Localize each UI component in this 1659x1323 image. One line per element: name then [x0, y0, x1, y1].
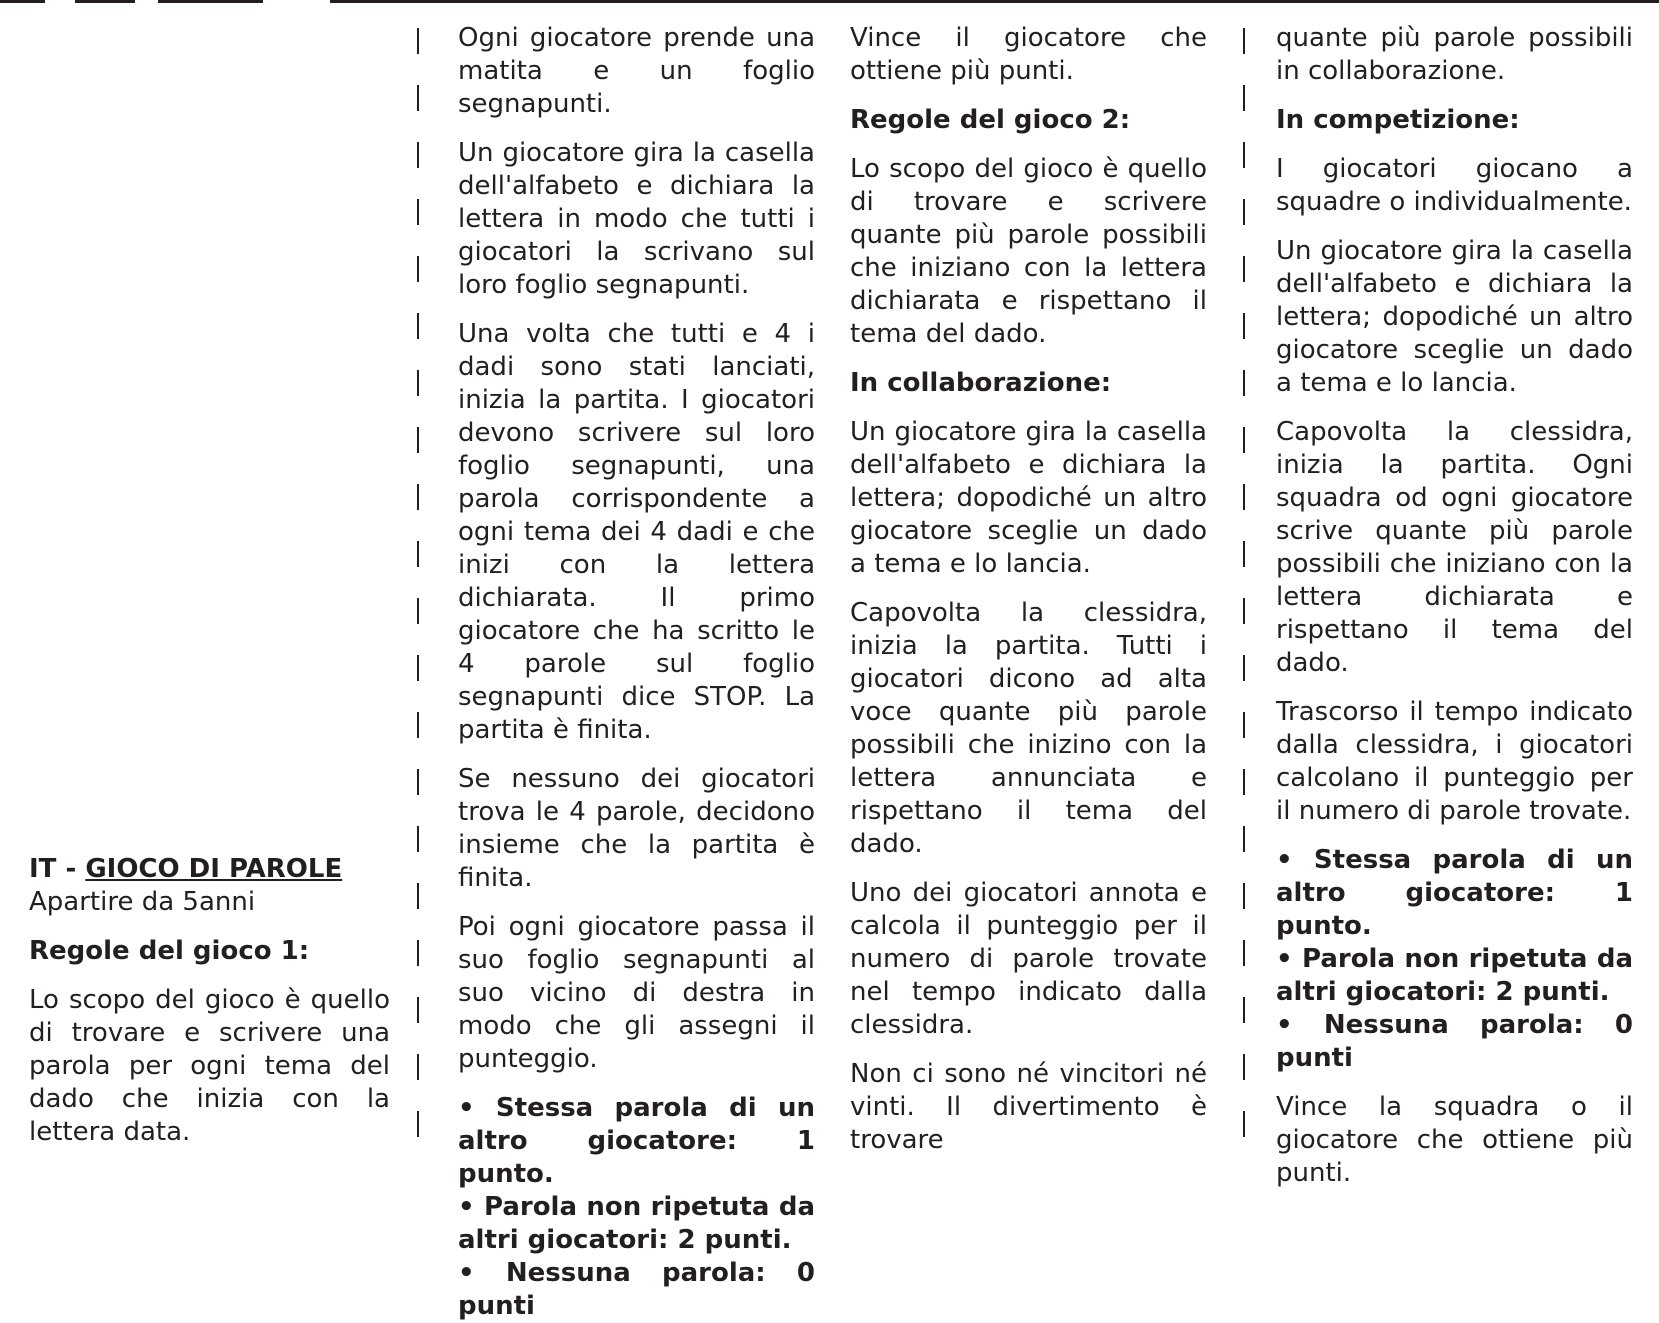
fold-dash — [417, 598, 419, 624]
col2-paragraph-1: Ogni giocatore prende una matita e un foglio segnapunti. — [458, 23, 815, 119]
col2-paragraph-5: Poi ogni giocatore passa il suo foglio segnapunti al suo vicino di destra in modo che gli assegni il punteggio. — [458, 912, 815, 1074]
fold-dash — [417, 199, 419, 225]
fold-dash — [1243, 370, 1245, 396]
top-rule-left-a — [0, 0, 45, 3]
fold-dash — [1243, 541, 1245, 567]
fold-dash — [417, 655, 419, 681]
fold-line-left — [417, 0, 419, 1175]
fold-dash — [1243, 1111, 1245, 1137]
list-item: • Parola non ripetuta da altri giocatori: 2 punti. — [458, 1192, 815, 1255]
fold-dash — [417, 883, 419, 909]
fold-dash — [417, 997, 419, 1023]
col3-paragraph-2: Lo scopo del gioco è quello di trovare e scrivere quante più parole possibili che iniziano con la lettera dichiarata e rispettano il tema del dado. — [850, 154, 1207, 349]
fold-dash — [1243, 85, 1245, 111]
fold-dash — [1243, 142, 1245, 168]
rules-2-heading: Regole del gioco 2: — [850, 105, 1131, 135]
fold-dash — [1243, 655, 1245, 681]
fold-dash — [417, 142, 419, 168]
fold-dash — [417, 769, 419, 795]
document-title — [29, 853, 390, 886]
col3-paragraph-1: Vince il giocatore che ottiene più punti. — [850, 23, 1207, 86]
rules-1-goal: Lo scopo del gioco è quello di trovare e scrivere una parola per ogni tema del dado che inizia con la lettera data. — [29, 985, 390, 1147]
list-item: • Nessuna parola: 0 punti — [1276, 1010, 1633, 1073]
fold-dash — [1243, 598, 1245, 624]
col2-paragraph-3: Una volta che tutti e 4 i dadi sono stati lanciati, inizia la partita. I giocatori devono scrivere sul loro foglio segnapunti, una parola corrispondente a ogni tema dei 4 dadi e che inizi con la lettera dichiarata. Il primo giocatore che ha scritto le 4 parole sul foglio segnapunti dice STOP. La partita è finita. — [458, 319, 815, 745]
rules-1-heading: Regole del gioco 1: — [29, 936, 310, 966]
top-rule-left-c — [158, 0, 263, 3]
fold-dash — [1243, 313, 1245, 339]
fold-dash — [1243, 940, 1245, 966]
fold-dash — [1243, 427, 1245, 453]
fold-dash — [417, 85, 419, 111]
fold-dash — [417, 256, 419, 282]
col2-paragraph-4: Se nessuno dei giocatori trova le 4 parole, decidono insieme che la partita è finita. — [458, 764, 815, 893]
fold-dash — [417, 28, 419, 54]
fold-dash — [1243, 1054, 1245, 1080]
list-item: • Parola non ripetuta da altri giocatori: 2 punti. — [1276, 944, 1633, 1007]
fold-dash — [1243, 883, 1245, 909]
col4-points-list — [1276, 844, 1633, 1075]
col3-paragraph-4: Capovolta la clessidra, inizia la partita. Tutti i giocatori dicono ad alta voce quante più parole possibili che inizino con la lettera annunciata e rispettano il tema del dado. — [850, 598, 1207, 859]
title-prefix: IT - — [29, 854, 86, 884]
list-item: • Stessa parola di un altro giocatore: 1 punto. — [1276, 845, 1633, 941]
column-2 — [458, 22, 815, 1323]
list-item: • Nessuna parola: 0 punti — [458, 1258, 815, 1321]
col3-paragraph-5: Uno dei giocatori annota e calcola il punteggio per il numero di parole trovate nel tempo indicato dalla clessidra. — [850, 878, 1207, 1040]
fold-dash — [1243, 199, 1245, 225]
fold-dash — [1243, 769, 1245, 795]
col4-paragraph-2: I giocatori giocano a squadre o individualmente. — [1276, 154, 1633, 217]
fold-dash — [1243, 484, 1245, 510]
col4-paragraph-4: Capovolta la clessidra, inizia la partita. Ogni squadra od ogni giocatore scrive quante più parole possibili che iniziano con la lettera dichiarata e rispettano il tema del dado. — [1276, 417, 1633, 678]
col2-points-list — [458, 1092, 815, 1323]
age-label: Apartire da 5anni — [29, 887, 256, 917]
col4-paragraph-6: Vince la squadra o il giocatore che ottiene più punti. — [1276, 1092, 1633, 1188]
col4-paragraph-3: Un giocatore gira la casella dell'alfabeto e dichiara la lettera; dopodiché un altro giocatore sceglie un dado a tema e lo lancia. — [1276, 236, 1633, 398]
fold-dash — [417, 712, 419, 738]
column-4 — [1276, 22, 1633, 1190]
fold-dash — [417, 1054, 419, 1080]
collaboration-heading: In collaborazione: — [850, 368, 1112, 398]
fold-dash — [1243, 826, 1245, 852]
fold-dash — [417, 1111, 419, 1137]
fold-dash — [1243, 28, 1245, 54]
top-rule-main — [330, 0, 1659, 3]
fold-dash — [417, 940, 419, 966]
fold-dash — [1243, 712, 1245, 738]
fold-line-right — [1243, 0, 1245, 1175]
col4-paragraph-5: Trascorso il tempo indicato dalla clessidra, i giocatori calcolano il punteggio per il numero di parole trovate. — [1276, 697, 1633, 826]
column-1 — [29, 853, 390, 1149]
fold-dash — [417, 484, 419, 510]
title-text: GIOCO DI PAROLE — [85, 854, 343, 884]
fold-dash — [417, 313, 419, 339]
col3-paragraph-6: Non ci sono né vincitori né vinti. Il divertimento è trovare — [850, 1059, 1207, 1155]
fold-dash — [1243, 997, 1245, 1023]
fold-dash — [417, 826, 419, 852]
fold-dash — [1243, 256, 1245, 282]
column-3 — [850, 22, 1207, 1157]
fold-dash — [417, 541, 419, 567]
competition-heading: In competizione: — [1276, 105, 1520, 135]
top-rule-left-b — [75, 0, 135, 3]
col3-paragraph-3: Un giocatore gira la casella dell'alfabeto e dichiara la lettera; dopodiché un altro giocatore sceglie un dado a tema e lo lancia. — [850, 417, 1207, 579]
list-item: • Stessa parola di un altro giocatore: 1 punto. — [458, 1093, 815, 1189]
fold-dash — [417, 427, 419, 453]
fold-dash — [417, 370, 419, 396]
col2-paragraph-2: Un giocatore gira la casella dell'alfabeto e dichiara la lettera in modo che tutti i giocatori la scrivano sul loro foglio segnapunti. — [458, 138, 815, 300]
col4-paragraph-1: quante più parole possibili in collaborazione. — [1276, 23, 1633, 86]
